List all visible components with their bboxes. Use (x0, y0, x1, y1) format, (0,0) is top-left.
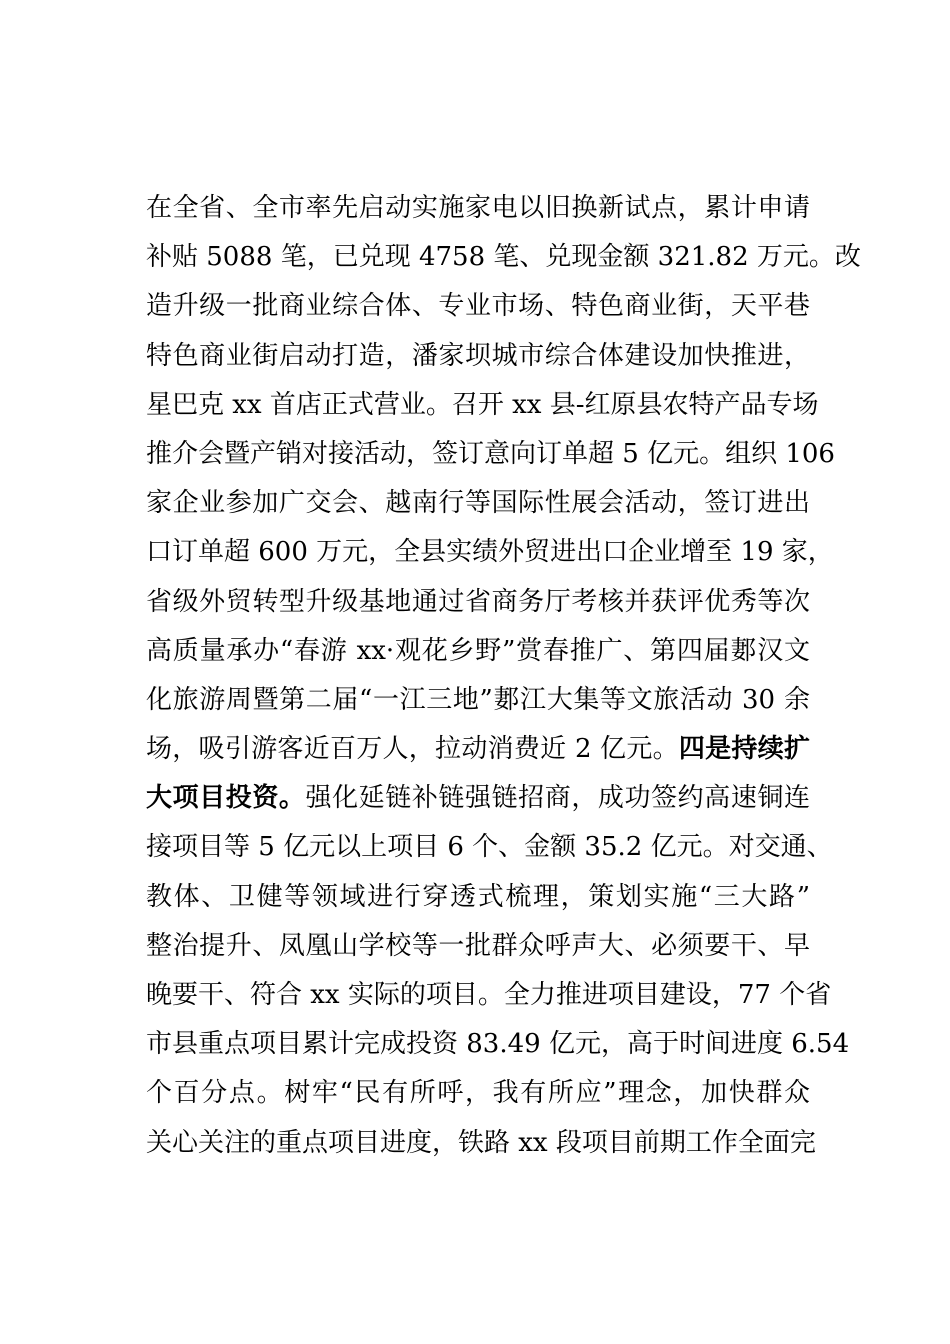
text-segment: 高质量承办“春游 xx·观花乡野”赏春推广、第四届郪汉文 (146, 635, 810, 666)
text-line (146, 332, 810, 381)
text-segment: 家企业参加广交会、越南行等国际性展会活动，签订进出 (146, 488, 810, 519)
text-line (146, 971, 832, 1020)
text-segment: 接项目等 5 亿元以上项目 6 个、金额 35.2 亿元。对交通、 (146, 832, 833, 863)
text-line (146, 1119, 816, 1168)
text-line (146, 873, 810, 922)
text-line (146, 823, 833, 872)
text-segment: 关心关注的重点项目进度，铁路 xx 段项目前期工作全面完 (146, 1127, 816, 1158)
text-segment: 星巴克 xx 首店正式营业。召开 xx 县-红原县农特产品专场 (146, 389, 819, 420)
text-segment: 强化延链补链强链招商，成功签约高速铜连 (305, 783, 810, 814)
text-line (146, 184, 810, 233)
bold-heading-text: 大项目投资。 (146, 783, 306, 814)
bold-heading-text: 四是持续扩 (678, 734, 810, 765)
text-segment: 教体、卫健等领域进行穿透式梳理，策划实施“三大路” (146, 881, 810, 912)
text-line (146, 578, 810, 627)
text-line (146, 430, 835, 479)
body-text (146, 184, 861, 1168)
text-line (146, 676, 810, 725)
text-segment: 晚要干、符合 xx 实际的项目。全力推进项目建设，77 个省 (146, 980, 832, 1010)
text-segment: 整治提升、凤凰山学校等一批群众呼声大、必须要干、早 (146, 930, 810, 961)
text-segment: 场，吸引游客近百万人，拉动消费近 2 亿元。 (146, 734, 679, 765)
text-line (146, 1069, 810, 1118)
text-line (146, 1020, 850, 1069)
text-segment: 化旅游周暨第二届“一江三地”郪江大集等文旅活动 30 余 (146, 684, 810, 715)
text-segment: 个百分点。树牢“民有所呼，我有所应”理念，加快群众 (146, 1078, 810, 1109)
text-line (146, 725, 810, 774)
text-segment: 在全省、全市率先启动实施家电以旧换新试点，累计申请 (146, 193, 810, 223)
text-segment: 市县重点项目累计完成投资 83.49 亿元，高于时间进度 6.54 (146, 1029, 850, 1060)
text-segment: 补贴 5088 笔，已兑现 4758 笔、兑现金额 321.82 万元。改 (146, 242, 861, 273)
text-segment: 省级外贸转型升级基地通过省商务厅考核并获评优秀等次 (146, 586, 810, 617)
text-line (146, 479, 810, 528)
text-segment: 口订单超 600 万元，全县实绩外贸进出口企业增至 19 家， (146, 537, 834, 568)
text-line (146, 627, 810, 676)
text-segment: 推介会暨产销对接活动，签订意向订单超 5 亿元。组织 106 (146, 438, 835, 469)
text-line (146, 922, 810, 971)
text-line (146, 528, 834, 577)
text-line (146, 233, 861, 282)
text-line (146, 381, 819, 430)
text-line (146, 282, 810, 331)
text-line (146, 774, 810, 823)
text-segment: 特色商业街启动打造，潘家坝城市综合体建设加快推进， (146, 340, 810, 371)
text-segment: 造升级一批商业综合体、专业市场、特色商业街，天平巷 (146, 291, 810, 322)
